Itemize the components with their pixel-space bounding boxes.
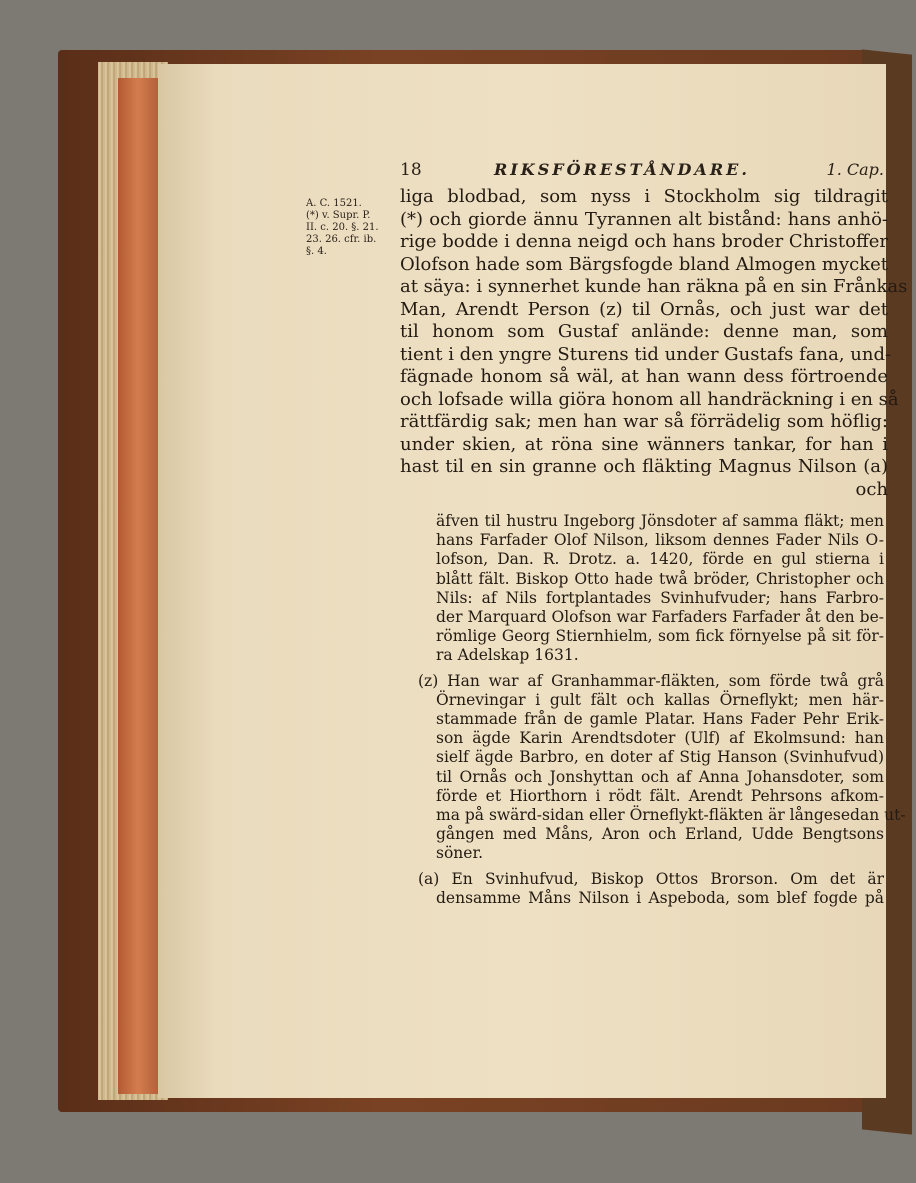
footnote-line: ma på swärd-sidan eller Örneflykt-fläkten är långesedan ut-	[436, 806, 906, 825]
margin-note	[306, 198, 398, 258]
text-line: tient i den yngre Sturens tid under Gustafs fana, und-	[400, 343, 892, 365]
footnote-line: förde et Hiorthorn i rödt fält. Arendt Pehrsons afkom-	[436, 786, 884, 805]
text-line: under skien, at röna sine wänners tankar, for han i	[400, 433, 888, 455]
footnote-line: blått fält. Biskop Otto hade twå bröder, Christopher och	[436, 569, 884, 588]
footnote-line: hans Farfader Olof Nilson, liksom dennes Fader Nils O-	[436, 531, 884, 550]
footnote-continued	[418, 512, 884, 666]
text-line: Man, Arendt Person (z) til Ornås, och just war det	[400, 298, 888, 320]
footnote-line: ra Adelskap 1631.	[436, 646, 579, 665]
footnote-line: lofson, Dan. R. Drotz. a. 1420, förde en gul stierna i	[436, 550, 884, 569]
footnote-line: (z) Han war af Granhammar-fläkten, som förde twå grå	[418, 671, 884, 690]
text-line: rättfärdig sak; men han war så förrädelig som höflig:	[400, 411, 888, 432]
page-number: 18	[400, 160, 422, 180]
text-line: (*) och giorde ännu Tyrannen alt bistånd: hans anhö-	[400, 208, 888, 230]
chapter-label: 1. Cap.	[826, 160, 884, 179]
text-line: och lofsade willa giöra honom all handräckning i en så	[400, 388, 899, 410]
footnote-line: densamme Måns Nilson i Aspeboda, som blef fogde på	[436, 888, 884, 907]
footnote-line: til Ornås och Jonshyttan och af Anna Johansdoter, som	[436, 767, 884, 786]
text-line: til honom som Gustaf anlände: denne man, som	[400, 321, 888, 342]
footnote-line: sielf ägde Barbro, en doter af Stig Hanson (Svinhufvud)	[436, 748, 884, 767]
footnote-z	[418, 671, 906, 864]
margin-note-line: (*) v. Supr. P.	[306, 210, 371, 221]
text-line: hast til en sin granne och fläkting Magnus Nilson (a)	[400, 456, 888, 477]
margin-note-line: A. C. 1521.	[306, 198, 362, 209]
footnote-line: (a) En Svinhufvud, Biskop Ottos Brorson. Om det är	[418, 869, 884, 888]
margin-note-line: §. 4.	[306, 246, 327, 257]
main-text	[400, 186, 908, 501]
catchword: och	[855, 478, 888, 500]
margin-note-line: 23. 26. cfr. ib.	[306, 234, 377, 245]
footnote-line: son ägde Karin Arendtsdoter (Ulf) af Ekolmsund: han	[436, 729, 884, 748]
footnote-line: äfven til hustru Ingeborg Jönsdoter af samma fläkt; men	[436, 512, 884, 530]
footnotes	[418, 512, 906, 914]
text-line: Olofson hade som Bärgsfogde bland Almogen mycket	[400, 253, 888, 275]
margin-note-line: II. c. 20. §. 21.	[306, 222, 379, 233]
footnote-line: Nils: af Nils fortplantades Svinhufvuder; hans Farbro-	[436, 588, 884, 607]
footnote-line: römlige Georg Stiernhielm, som fick förnyelse på sit för-	[436, 627, 884, 646]
running-title: RIKSFÖRESTÅNDARE.	[494, 160, 750, 179]
text-line: rige bodde i denna neigd och hans broder Christoffer	[400, 231, 888, 252]
red-page-edge	[118, 78, 158, 1094]
footnote-line: gången med Måns, Aron och Erland, Udde Bengtsons	[436, 825, 884, 844]
footnote-a	[418, 870, 884, 908]
footnote-line: Örnevingar i gult fält och kallas Örneflykt; men här-	[436, 690, 884, 709]
footnote-line: stammade från de gamle Platar. Hans Fader Pehr Erik-	[436, 710, 884, 729]
text-line: liga blodbad, som nyss i Stockholm sig tildragit	[400, 186, 888, 207]
footnote-line: söner.	[436, 844, 484, 863]
text-line: fägnade honom så wäl, at han wann dess förtroende	[400, 366, 888, 387]
running-head	[400, 160, 884, 184]
footnote-line: der Marquard Olofson war Farfaders Farfader åt den be-	[436, 608, 884, 627]
text-line: at säya: i synnerhet kunde han räkna på en sin Frånkas	[400, 276, 908, 297]
